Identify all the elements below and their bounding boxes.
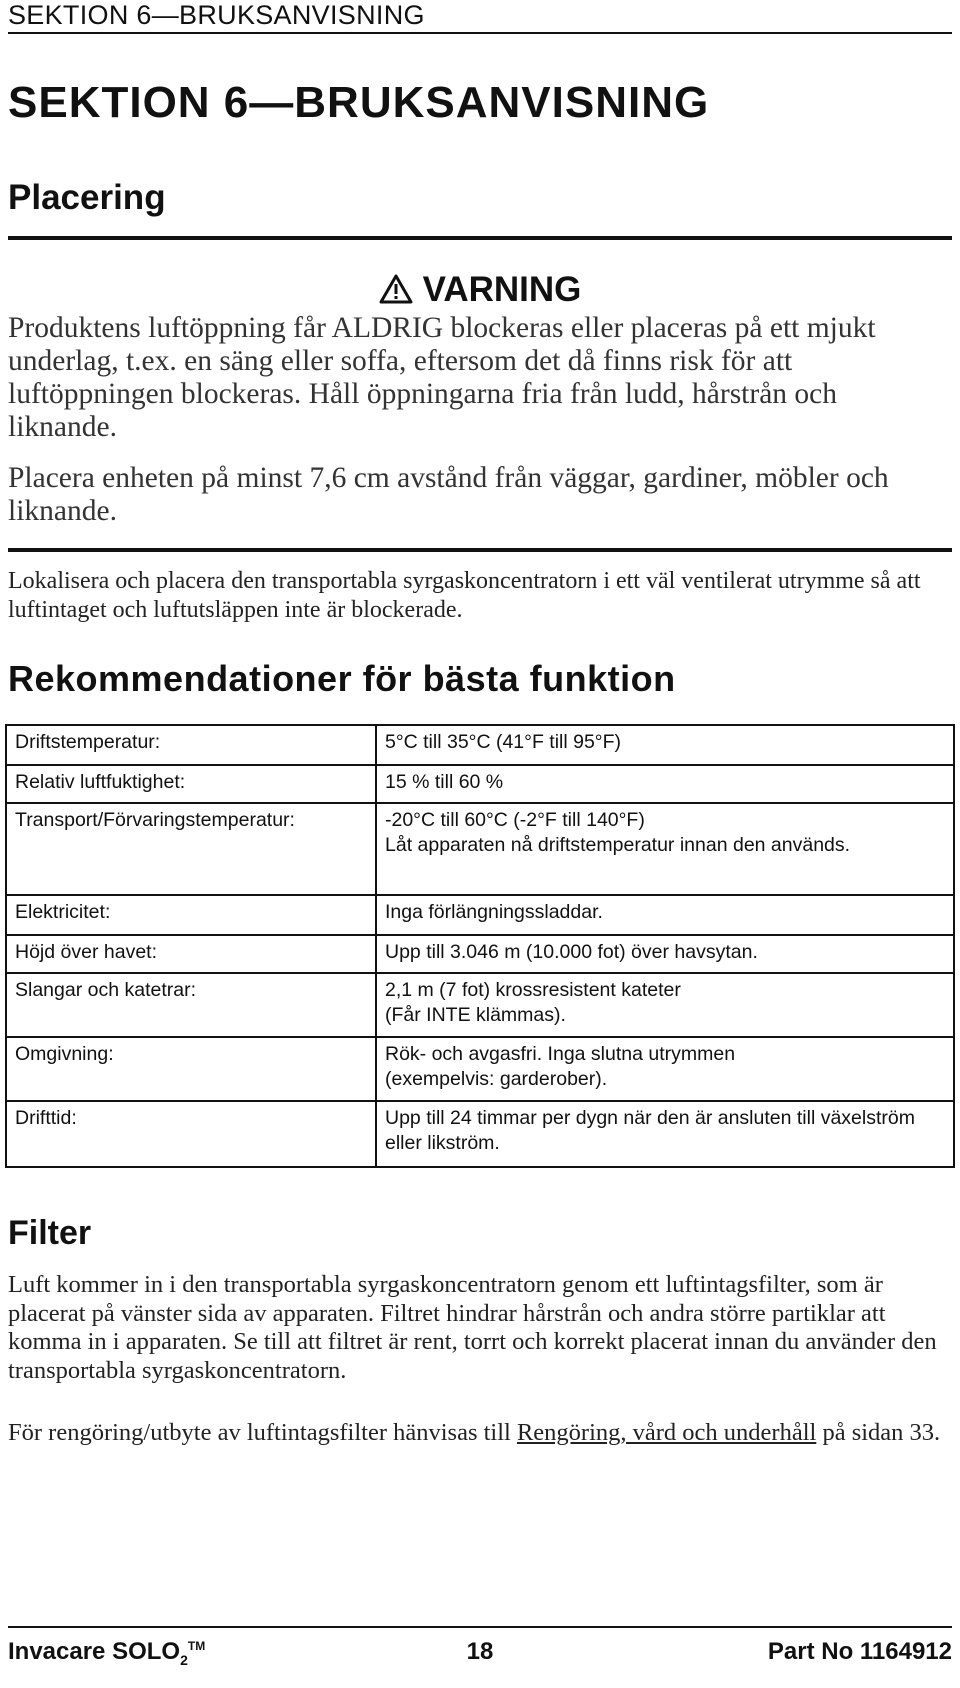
recommendations-heading: Rekommendationer för bästa funktion [8, 658, 676, 699]
value-note: (exempelvis: garderober). [385, 1068, 608, 1090]
value-note: (Får INTE klämmas). [385, 1004, 566, 1026]
row-value: Upp till 24 timmar per dygn när den är ansluten till växelström eller likström. [376, 1101, 954, 1167]
warning-paragraph-1: Produktens luftöppning får ALDRIG blockeras eller placeras på ett mjukt underlag, t.ex. en säng eller soffa, eftersom det då finns risk för att luftöppningen blockeras. Håll öppningarna fria från ludd, hårstrån och liknande. [8, 312, 876, 443]
row-label: Elektricitet: [6, 895, 376, 935]
row-label: Driftstemperatur: [6, 725, 376, 765]
row-label: Omgivning: [6, 1037, 376, 1101]
cleaning-link[interactable]: Rengöring, vård och underhåll [516, 1419, 817, 1446]
warning-title [0, 270, 960, 313]
recommendations-table [5, 724, 955, 1168]
table-row [6, 1037, 954, 1101]
row-label: Relativ luftfuktighet: [6, 765, 376, 803]
brand-subscript: 2 [180, 1651, 188, 1668]
filter-heading: Filter [8, 1214, 92, 1252]
row-label: Slangar och katetrar: [6, 973, 376, 1037]
page-footer [8, 1638, 952, 1678]
running-header: SEKTION 6—BRUKSANVISNING [8, 0, 425, 30]
warning-top-rule [8, 236, 952, 240]
table-row [6, 1101, 954, 1167]
row-value: Upp till 3.046 m (10.000 fot) över havsytan. [376, 935, 954, 973]
value-line: 2,1 m (7 fot) krossresistent kateter [385, 979, 681, 1001]
filter-paragraph-1: Luft kommer in i den transportabla syrgaskoncentratorn genom ett luftintagsfilter, som är placerat på vänster sida av apparaten. Filtret hindrar hårstrån och andra större partiklar att komma in i apparaten. Se till att filtret är rent, torrt och korrekt placerat innan du använder den transportabla syrgaskoncentratorn. [8, 1271, 937, 1384]
placement-text: Lokalisera och placera den transportabla syrgaskoncentratorn i ett väl ventilerat utrymme så att luftintaget och luftutsläppen inte är blockerade. [8, 568, 921, 623]
row-value: Inga förlängningssladdar. [376, 895, 954, 935]
value-line: Rök- och avgasfri. Inga slutna utrymmen [385, 1043, 736, 1065]
table-row [6, 765, 954, 803]
row-label: Transport/Förvaringstemperatur: [6, 803, 376, 895]
placering-heading: Placering [8, 178, 166, 217]
brand-text: Invacare SOLO [8, 1638, 181, 1665]
warning-label: VARNING [422, 270, 582, 309]
table-row [6, 973, 954, 1037]
row-value [376, 803, 954, 895]
page-title: SEKTION 6—BRUKSANVISNING [8, 78, 710, 127]
brand-trademark: TM [187, 1639, 206, 1653]
warning-paragraph-2: Placera enheten på minst 7,6 cm avstånd från väggar, gardiner, möbler och liknande. [8, 462, 889, 527]
table-row [6, 895, 954, 935]
row-value: 5°C till 35°C (41°F till 95°F) [376, 725, 954, 765]
filter-paragraph-2-tail: på sidan 33. [816, 1419, 941, 1446]
row-label: Höjd över havet: [6, 935, 376, 973]
value-note: Låt apparaten nå driftstemperatur innan den används. [385, 834, 851, 856]
footer-rule [8, 1626, 952, 1628]
row-value [376, 973, 954, 1037]
page-number: 18 [466, 1638, 494, 1665]
filter-paragraph-2-text: För rengöring/utbyte av luftintagsfilter hänvisas till [8, 1419, 517, 1446]
row-value [376, 1037, 954, 1101]
row-label: Drifttid: [6, 1101, 376, 1167]
header-rule [8, 32, 952, 34]
part-number: Part No 1164912 [767, 1638, 952, 1665]
warning-triangle-icon [379, 273, 413, 313]
table-row [6, 725, 954, 765]
table-row [6, 803, 954, 895]
table-row [6, 935, 954, 973]
value-line: -20°C till 60°C (-2°F till 140°F) [385, 809, 645, 831]
warning-bottom-rule [8, 548, 952, 552]
row-value: 15 % till 60 % [376, 765, 954, 803]
filter-paragraph-2 [8, 1419, 953, 1448]
